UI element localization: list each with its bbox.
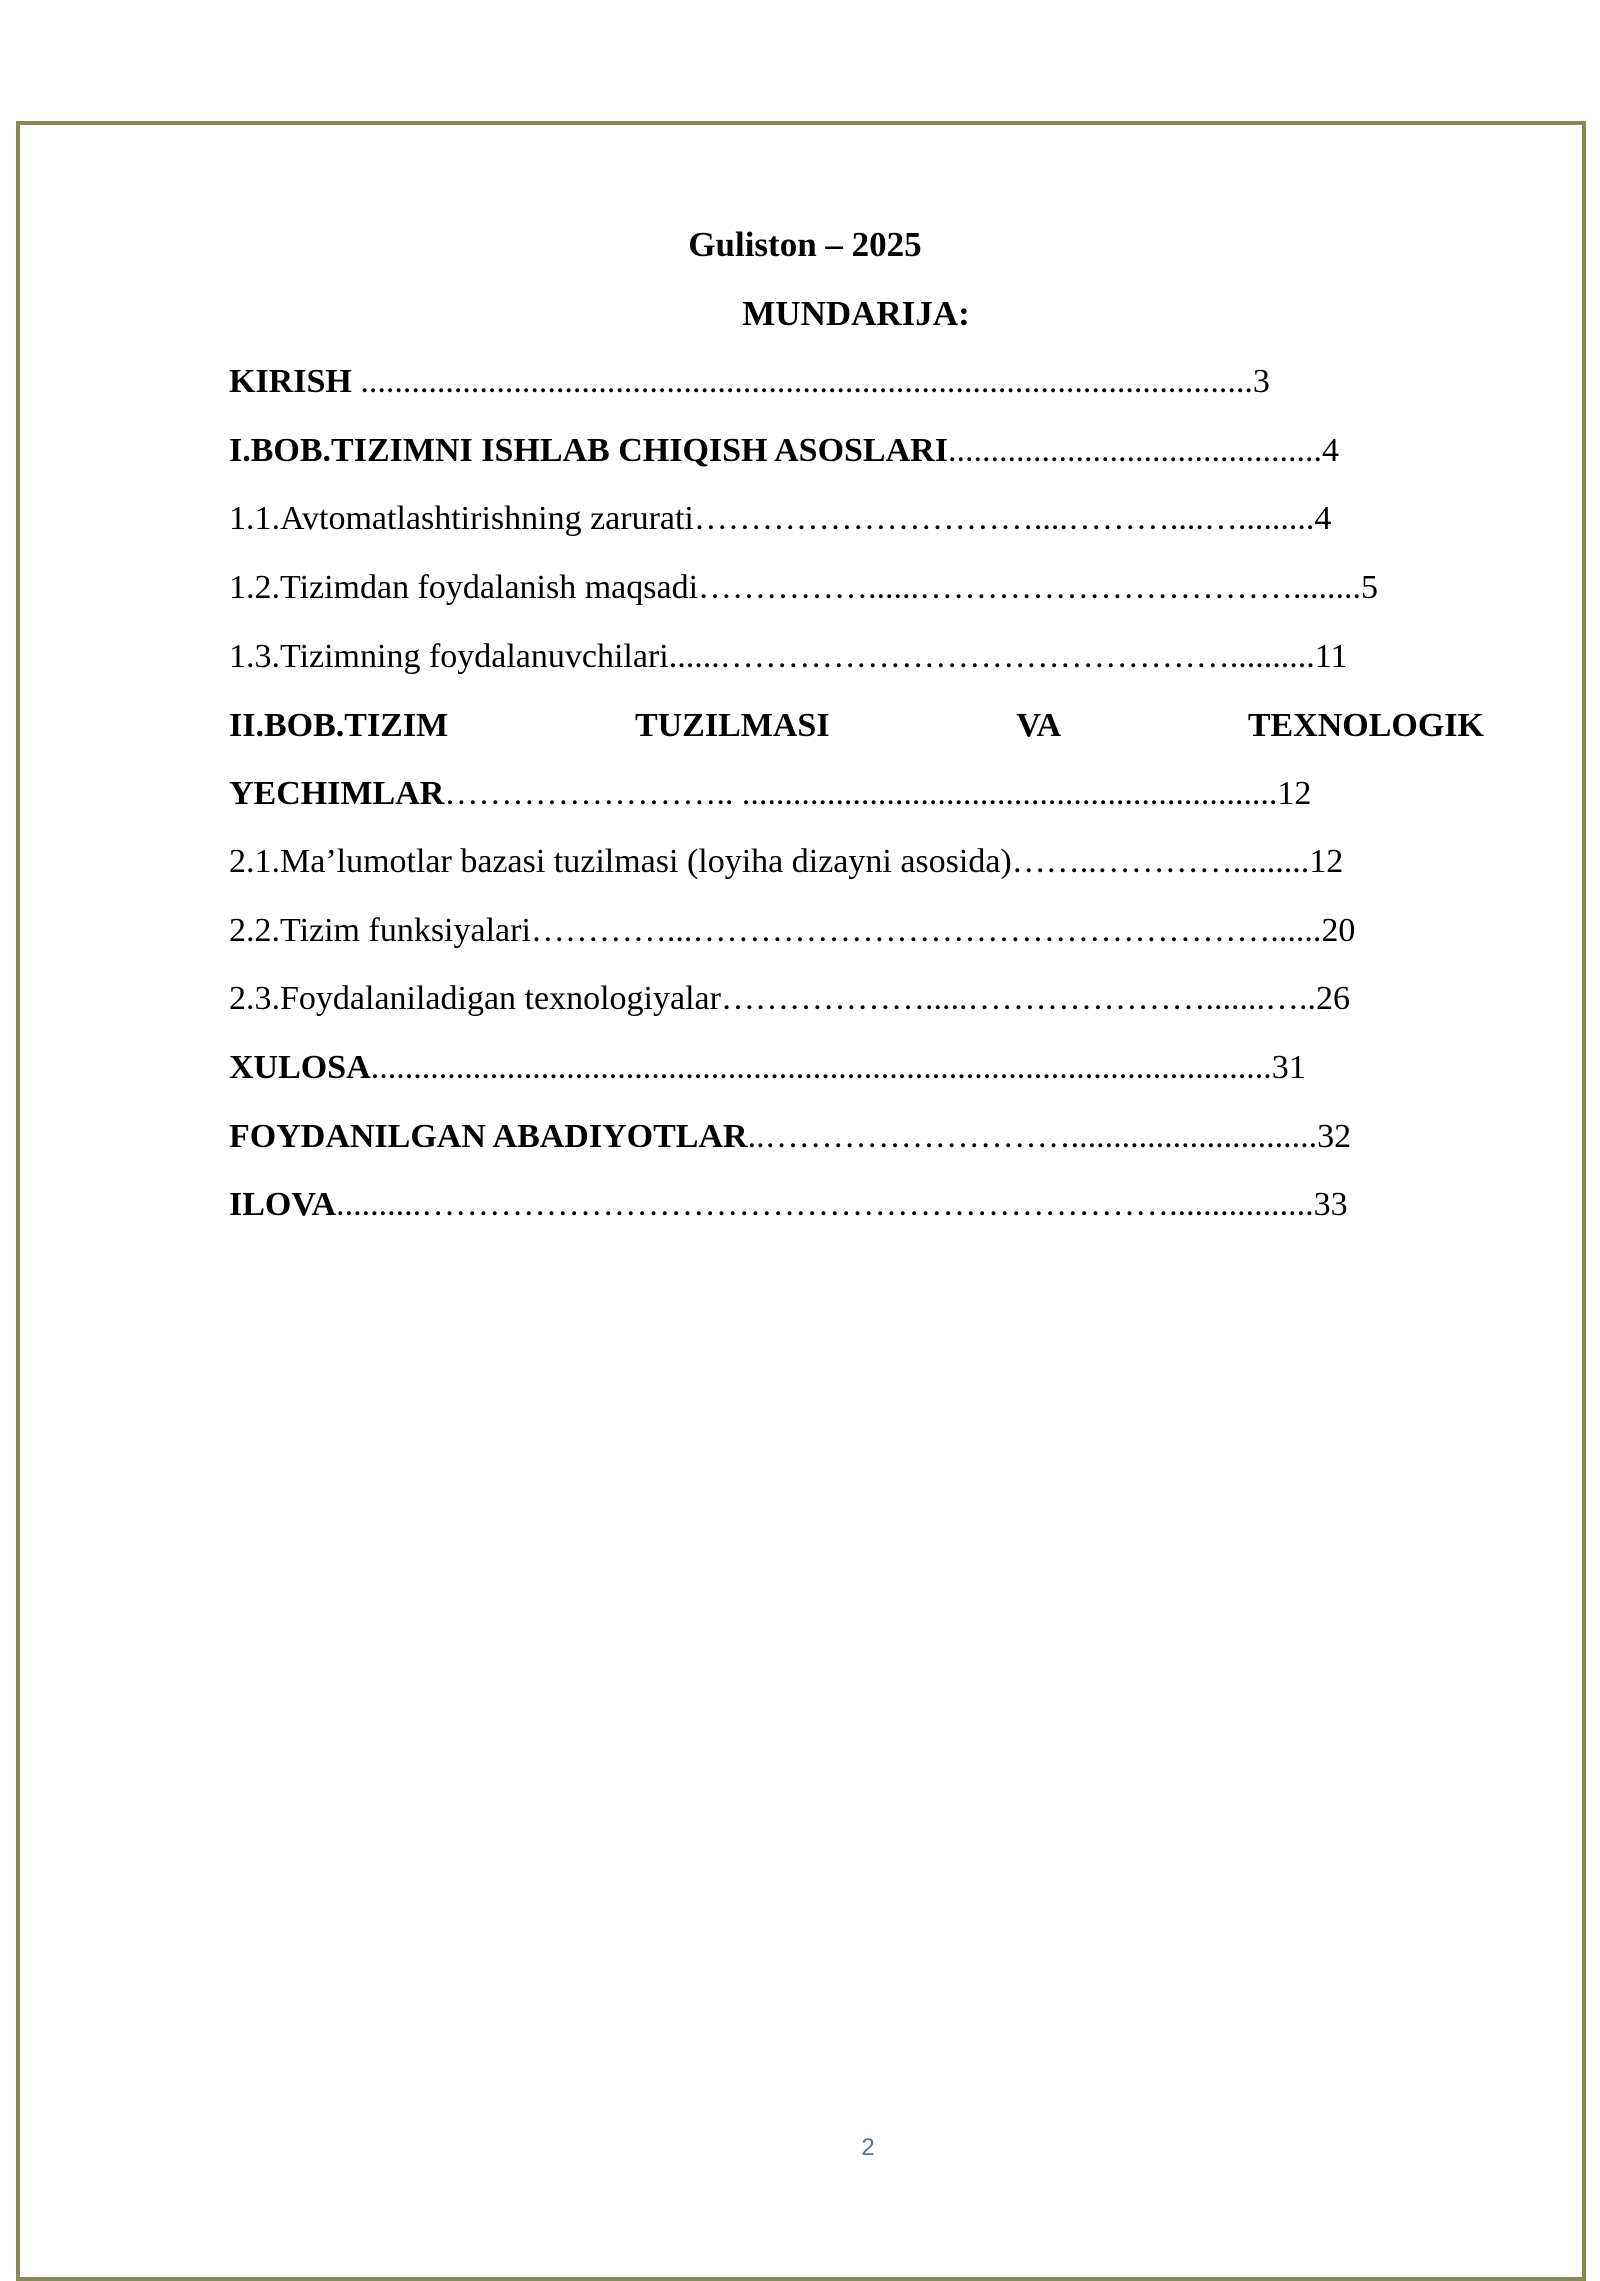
toc-entry-title: I.BOB.TIZIMNI ISHLAB CHIQISH ASOSLARI (229, 432, 948, 469)
toc-entry-title: 2.1.Ma’lumotlar bazasi tuzilmasi (loyiha dizayni asosida) (229, 843, 1012, 880)
toc-entry-page: 4 (1321, 432, 1339, 469)
toc-entry-page: 12 (1309, 843, 1344, 880)
toc-entry-title: 1.1.Avtomatlashtirishning zarurati (229, 500, 694, 537)
toc-entry-ilova[interactable] (229, 1180, 1348, 1230)
toc-entry-title: 2.2.Tizim funksiyalari (229, 912, 531, 949)
toc-entry-leader: ……..…………......... (1011, 843, 1310, 880)
toc-entry-leader: ............................................ (947, 432, 1322, 469)
chapter-two-word: TEXNOLOGIK (1247, 707, 1484, 744)
toc-entry-title: YECHIMLAR (229, 775, 445, 812)
toc-entry-leader: .......................................................................................................... (370, 1049, 1272, 1086)
toc-entry-page: 32 (1317, 1118, 1352, 1155)
toc-entry-page: 26 (1315, 980, 1350, 1017)
toc-entry-leader: …………………………....………....…......... (693, 500, 1315, 537)
page-number: 2 (861, 2134, 875, 2161)
toc-entry-title: ILOVA (229, 1186, 337, 1223)
toc-entry-section-2-3[interactable] (229, 974, 1350, 1024)
toc-entry-title: 1.3.Tizimning foydalanuvchilari (229, 638, 669, 675)
chapter-two-word: TUZILMASI (634, 707, 830, 744)
toc-entry-page: 11 (1314, 638, 1348, 675)
toc-heading: MUNDARIJA: (742, 294, 970, 333)
toc-entry-title: FOYDANILGAN ABADIYOTLAR (229, 1118, 748, 1155)
toc-entry-page: 5 (1361, 569, 1379, 606)
place-year-heading: Guliston – 2025 (688, 225, 922, 264)
toc-entry-leader: …………...……………………………………………...... (530, 912, 1322, 949)
toc-entry-page: 3 (1252, 363, 1270, 400)
toc-entry-section-1-1[interactable] (229, 494, 1331, 544)
toc-entry-chapter-two[interactable] (229, 769, 1311, 819)
toc-entry-section-1-3[interactable] (229, 632, 1348, 682)
toc-entry-page: 12 (1277, 775, 1312, 812)
toc-entry-chapter-one[interactable] (229, 426, 1339, 476)
toc-entry-references[interactable] (229, 1112, 1351, 1162)
toc-entry-title: 1.2.Tizimdan foydalanish maqsadi (229, 569, 699, 606)
toc-entry-page: 20 (1321, 912, 1356, 949)
toc-entry-leader: ..........…………………………………………………………................. (336, 1186, 1314, 1223)
toc-entry-chapter-two-title[interactable] (229, 701, 1484, 751)
toc-entry-section-1-2[interactable] (229, 563, 1378, 613)
toc-entry-title: XULOSA (229, 1049, 371, 1086)
toc-entry-section-2-1[interactable] (229, 837, 1343, 887)
toc-entry-page: 31 (1271, 1049, 1306, 1086)
toc-entry-page: 4 (1314, 500, 1332, 537)
toc-entry-title: 2.3.Foydalaniladigan texnologiyalar (229, 980, 721, 1017)
toc-entry-leader: …………………….. ............................................................... (444, 775, 1278, 812)
toc-entry-title: KIRISH (229, 363, 352, 400)
toc-entry-section-2-2[interactable] (229, 906, 1355, 956)
toc-entry-leader: ..………………………............................. (747, 1118, 1318, 1155)
chapter-two-word: II.BOB.TIZIM (229, 707, 449, 744)
chapter-two-word: VA (1016, 707, 1062, 744)
toc-entry-kirish[interactable] (229, 357, 1270, 407)
toc-entry-leader: ……………......……………………………........ (698, 569, 1362, 606)
toc-entry-leader: ……………….....………………….......….. (720, 980, 1316, 1017)
toc-entry-page: 33 (1313, 1186, 1348, 1223)
toc-entry-leader: ......……………………………………….......... (668, 638, 1315, 675)
toc-entry-xulosa[interactable] (229, 1043, 1306, 1093)
toc-entry-leader: ......................................................................................................... (351, 363, 1253, 400)
